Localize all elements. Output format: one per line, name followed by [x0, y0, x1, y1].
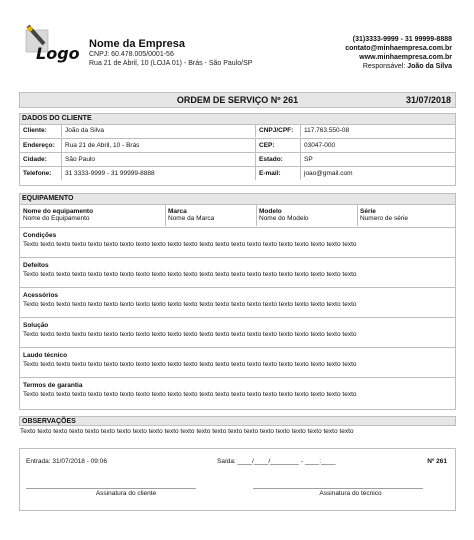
- equipment-name-cell: [23, 208, 93, 222]
- company-email: contato@minhaempresa.com.br: [345, 45, 452, 52]
- solution-text: Texto texto texto texto texto texto texto texto texto texto texto texto texto texto texto texto texto texto texto texto texto: [23, 331, 357, 338]
- equipment-model-value: Nome do Modelo: [259, 215, 309, 222]
- value-telefone: 31 3333-9999 - 31 99999-8888: [61, 167, 255, 180]
- warranty-text: Texto texto texto texto texto texto texto texto texto texto texto texto texto texto texto texto texto texto texto texto texto: [23, 391, 357, 398]
- value-cliente: João da Silva: [61, 124, 255, 137]
- equipment-section: [19, 193, 456, 410]
- value-cnpj: 117.763.550-08: [300, 124, 455, 137]
- company-logo: [22, 22, 82, 70]
- conditions-block: [20, 227, 455, 257]
- order-header: [19, 92, 456, 108]
- accessories-text: Texto texto texto texto texto texto texto texto texto texto texto texto texto texto texto texto texto texto texto texto texto: [23, 301, 357, 308]
- company-website: www.minhaempresa.com.br: [359, 54, 452, 61]
- equipment-brand-cell: [168, 208, 214, 222]
- label-cnpj: CNPJ/CPF:: [255, 124, 300, 137]
- label-email: E-mail:: [255, 167, 300, 180]
- warranty-title: Termos de garantia: [23, 382, 83, 389]
- defects-block: [20, 257, 455, 287]
- label-cliente: Cliente:: [23, 127, 47, 134]
- company-name: Nome da Empresa: [89, 38, 185, 50]
- defects-text: Texto texto texto texto texto texto texto texto texto texto texto texto texto texto texto texto texto texto texto texto texto: [23, 271, 357, 278]
- equipment-model-label: Modelo: [259, 208, 282, 215]
- tech-signature-line: _______________________________________________: [253, 482, 423, 489]
- observations-title: OBSERVAÇÕES: [19, 416, 456, 426]
- warranty-block: [20, 377, 455, 407]
- responsible-name: João da Silva: [407, 63, 452, 70]
- responsible-label: Responsável:: [362, 63, 406, 70]
- equipment-name-value: Nome do Equipamento: [23, 215, 90, 222]
- value-endereco: Rua 21 de Abril, 10 - Brás: [61, 139, 255, 152]
- value-email: joao@gmail.com: [300, 167, 455, 180]
- order-title: ORDEM DE SERVIÇO Nº 261: [176, 95, 299, 105]
- equipment-serial-label: Série: [360, 208, 376, 215]
- observations-text: Texto texto texto texto texto texto texto texto texto texto texto texto texto texto texto texto texto texto texto texto texto: [20, 428, 354, 435]
- equipment-brand-label: Marca: [168, 208, 187, 215]
- technical-report-block: [20, 347, 455, 377]
- equipment-serial-cell: [360, 208, 408, 222]
- exit-datetime: Saída: ____/____/________ - ____:____: [217, 458, 336, 465]
- client-row-1: [20, 124, 455, 137]
- label-telefone: Telefone:: [23, 170, 52, 177]
- value-cep: 03047-000: [300, 139, 455, 152]
- defects-title: Defeitos: [23, 262, 49, 269]
- footer-order-number: Nº 261: [427, 458, 447, 465]
- client-section-title: DADOS DO CLIENTE: [20, 114, 455, 125]
- entry-datetime: Entrada: 31/07/2018 - 09:06: [26, 458, 107, 465]
- responsible-line: [363, 63, 452, 70]
- signature-box: [19, 448, 456, 511]
- client-signature-line: _______________________________________________: [26, 482, 196, 489]
- technical-report-title: Laudo técnico: [23, 352, 68, 359]
- accessories-title: Acessórios: [23, 292, 59, 299]
- label-estado: Estado:: [255, 153, 300, 166]
- label-endereco: Endereço:: [23, 142, 55, 149]
- client-row-3: [20, 152, 455, 166]
- tech-signature-label: Assinatura do técnico: [319, 490, 382, 497]
- equipment-section-title: EQUIPAMENTO: [20, 194, 455, 205]
- value-cidade: São Paulo: [61, 153, 255, 166]
- value-estado: SP: [300, 153, 455, 166]
- equipment-model-cell: [259, 208, 309, 222]
- client-signature-label: Assinatura do cliente: [95, 490, 157, 497]
- equipment-brand-value: Nome da Marca: [168, 215, 215, 222]
- equipment-name-label: Nome do equipamento: [23, 208, 94, 215]
- equipment-columns: [20, 204, 455, 226]
- client-row-2: [20, 138, 455, 152]
- order-date: 31/07/2018: [405, 95, 451, 105]
- conditions-text: Texto texto texto texto texto texto texto texto texto texto texto texto texto texto texto texto texto texto texto texto texto: [23, 241, 357, 248]
- accessories-block: [20, 287, 455, 317]
- company-phones: (31)3333-9999 - 31 99999-8888: [352, 36, 452, 43]
- company-address: Rua 21 de Abril, 10 (LOJA 01) - Brás - São Paulo/SP: [89, 60, 253, 67]
- label-cidade: Cidade:: [23, 156, 47, 163]
- technical-report-text: Texto texto texto texto texto texto texto texto texto texto texto texto texto texto texto texto texto texto texto texto texto: [23, 361, 357, 368]
- solution-title: Solução: [23, 322, 49, 329]
- company-cnpj: CNPJ: 60.478.005/0001-56: [89, 51, 174, 58]
- solution-block: [20, 317, 455, 347]
- equipment-serial-value: Numero de série: [360, 215, 409, 222]
- client-row-4: [20, 166, 455, 180]
- client-section: [19, 113, 456, 186]
- conditions-title: Condições: [23, 232, 57, 239]
- logo-text: Logo: [36, 44, 80, 63]
- label-cep: CEP:: [255, 139, 300, 152]
